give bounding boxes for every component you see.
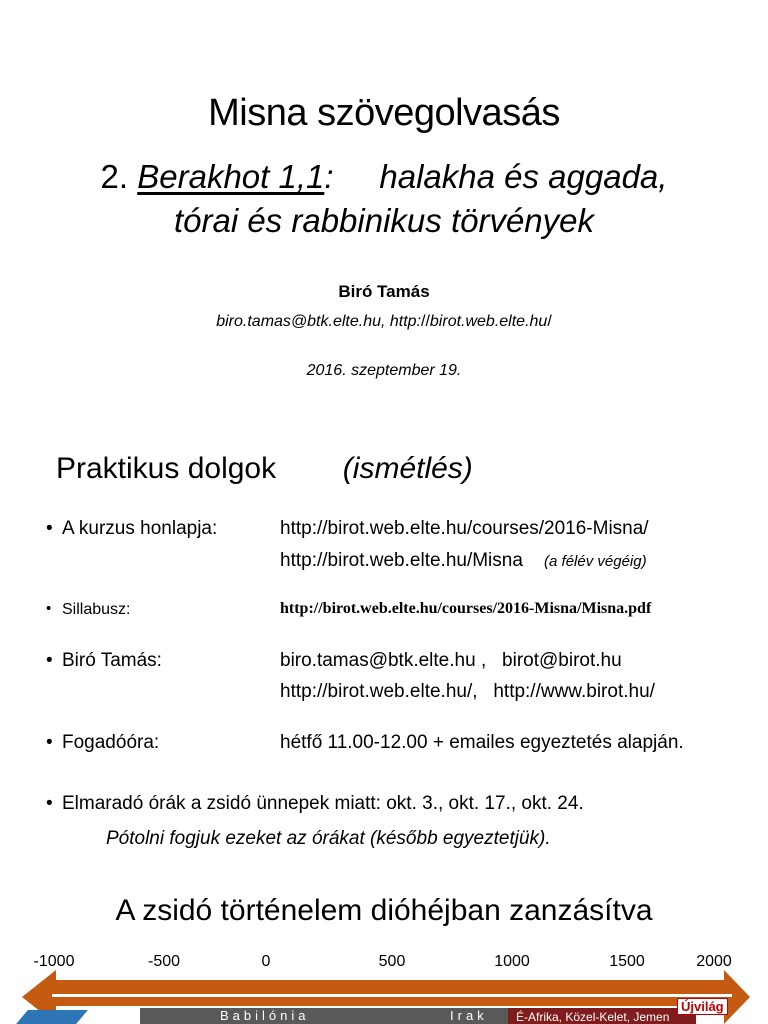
syllabus-link[interactable]: http://birot.web.elte.hu/courses/2016-Misna/Misna.pdf xyxy=(280,600,652,617)
timeline-tick: 1000 xyxy=(494,953,530,970)
url-prefix: http: xyxy=(389,313,422,330)
timeline-tick: -1000 xyxy=(33,953,75,970)
timeline-title: A zsidó történelem dióhéjban zanzásítva xyxy=(115,894,653,927)
timeline-tick: -500 xyxy=(147,953,181,970)
timeline-arrow-right xyxy=(724,970,750,1024)
bullet-icon: • xyxy=(46,650,53,671)
timeline-tick: 0 xyxy=(261,953,271,970)
author-contact xyxy=(0,313,768,331)
author-email-link[interactable]: biro.tamas@btk.elte.hu xyxy=(216,313,381,330)
item-label-contact: Biró Tamás: xyxy=(62,650,162,671)
author-name: Biró Tamás xyxy=(338,282,430,301)
homepage-link-2 xyxy=(280,550,647,572)
contact-websites[interactable]: http://birot.web.elte.hu/, http://www.birot.hu/ xyxy=(280,681,655,702)
lecture-number: 2. xyxy=(100,158,138,195)
url-slashes: // xyxy=(421,313,430,330)
section-heading xyxy=(56,452,473,486)
subtitle-colon: : xyxy=(324,158,334,195)
page-title: Misna szövegolvasás xyxy=(208,92,560,134)
author-web-link[interactable] xyxy=(390,313,552,330)
subtitle-topic: halakha és aggada, xyxy=(379,158,668,195)
period-label-ujvilag: Újvilág xyxy=(677,998,728,1015)
contact-separator: , xyxy=(380,313,390,330)
url-trailing: / xyxy=(547,313,552,330)
bullet-icon: • xyxy=(46,600,52,617)
bullet-icon: • xyxy=(46,518,53,539)
period-bar-early xyxy=(16,1010,88,1024)
link-validity-note: (a félév végéig) xyxy=(544,553,647,570)
item-label-syllabus: Sillabusz: xyxy=(62,601,131,618)
timeline-arrow-shaft xyxy=(52,980,732,1006)
subtitle-line-2: tórai és rabbinikus törvények xyxy=(173,202,595,239)
period-label-babilonia: Babilónia xyxy=(220,1008,310,1023)
period-label-afrika: É-Afrika, Közel-Kelet, Jemen xyxy=(516,1010,670,1024)
misna-link[interactable]: http://birot.web.elte.hu/Misna xyxy=(280,550,523,571)
lecture-date: 2016. szeptember 19. xyxy=(306,362,462,379)
timeline-tick: 2000 xyxy=(696,953,732,970)
timeline-axis-line xyxy=(52,994,732,997)
url-host: birot.web.elte.hu xyxy=(429,313,548,330)
period-label-irak: Irak xyxy=(450,1008,488,1023)
timeline-tick: 500 xyxy=(378,953,406,970)
section-repeat-note: (ismétlés) xyxy=(342,452,473,485)
makeup-note: Pótolni fogjuk ezeket az órákat (később egyeztetjük). xyxy=(106,828,551,849)
text-reference: Berakhot 1,1 xyxy=(137,158,325,195)
subtitle-spacer xyxy=(334,158,380,195)
section-title: Praktikus dolgok xyxy=(56,452,277,485)
contact-emails[interactable]: biro.tamas@btk.elte.hu , birot@birot.hu xyxy=(280,650,622,671)
timeline-tick: 1500 xyxy=(609,953,645,970)
item-label-homepage: A kurzus honlapja: xyxy=(62,518,218,539)
office-hours-value: hétfő 11.00-12.00 + emailes egyeztetés alapján. xyxy=(280,732,684,753)
subtitle-line-1 xyxy=(0,158,768,196)
homepage-link[interactable]: http://birot.web.elte.hu/courses/2016-Misna/ xyxy=(280,518,649,539)
bullet-icon: • xyxy=(46,793,53,814)
bullet-icon: • xyxy=(46,732,53,753)
item-label-office-hours: Fogadóóra: xyxy=(62,732,160,753)
cancelled-classes: Elmaradó órák a zsidó ünnepek miatt: okt. 3., okt. 17., okt. 24. xyxy=(62,793,584,814)
